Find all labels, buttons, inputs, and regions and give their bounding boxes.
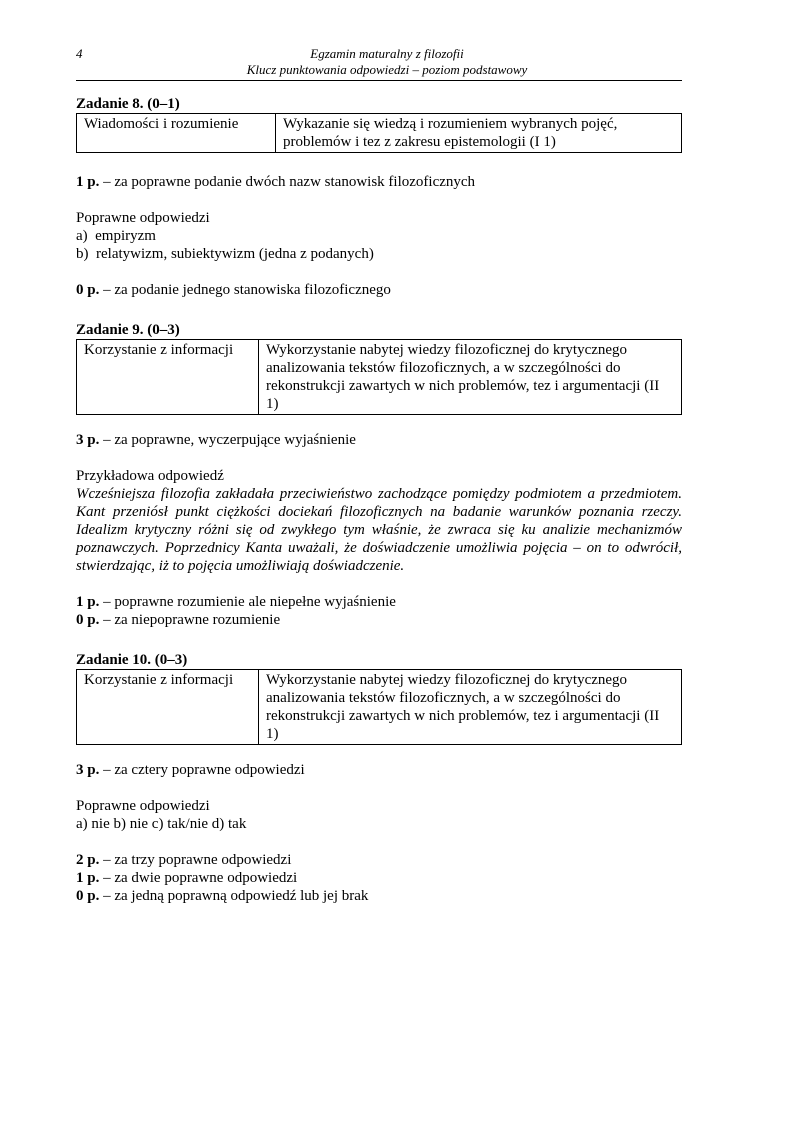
header-line-1: Egzamin maturalny z filozofii [310, 46, 464, 61]
task-9-title: Zadanie 9. (0–3) [76, 322, 180, 338]
task-9-score-1-text: – poprawne rozumienie ale niepełne wyjaśnienie [99, 594, 396, 610]
task-10-score-1 [76, 869, 682, 887]
task-10-requirements-table [76, 669, 682, 745]
task-10-score-0-points: 0 p. [76, 888, 100, 904]
task-8-score-0-points: 0 p. [76, 282, 100, 298]
header-line-2: Klucz punktowania odpowiedzi – poziom podstawowy [246, 62, 528, 77]
task-8-answer-b: b) relatywizm, subiektywizm (jedna z podanych) [76, 246, 374, 262]
task-9-score-3 [76, 431, 682, 449]
task-9-score-0 [76, 611, 682, 629]
task-8-req-desc: Wykazanie się wiedzą i rozumieniem wybranych pojęć, problemów i tez z zakresu epistemologii (I 1) [276, 114, 682, 153]
task-10-req-area: Korzystanie z informacji [77, 670, 259, 745]
task-10-score-2-points: 2 p. [76, 852, 100, 868]
header-titles [76, 46, 682, 78]
task-9-example-answer: Wcześniejsza filozofia zakładała przeciwieństwo zachodzące pomiędzy podmiotem a przedmiotem. Kant przeniósł punkt ciężkości dociekań filozoficznych na badanie warunków poznania rzeczy. Idealizm krytyczny różni się od zwykłego tym właśnie, że zwraca się ku analizie mechanizmów poznawczych. Poprzednicy Kanta uważali, że doświadczenie umożliwia pojęcia – on to odwrócił, stwierdzając, iż to pojęcia umożliwiają doświadczenie. [76, 486, 682, 574]
task-8-score-1 [76, 173, 682, 191]
task-9-score-0-text: – za niepoprawne rozumienie [99, 612, 281, 628]
task-10-req-desc: Wykorzystanie nabytej wiedzy filozoficznej do krytycznego analizowania tekstów filozoficznych, a w szczególności do rekonstrukcji zawartych w nich problemów, tez i argumentacji (II 1) [259, 670, 682, 745]
task-10-score-3 [76, 761, 682, 779]
task-10-score-0 [76, 887, 682, 905]
task-8-answers-heading: Poprawne odpowiedzi [76, 210, 210, 226]
page-number: 4 [76, 46, 83, 61]
task-10-answers-line: a) nie b) nie c) tak/nie d) tak [76, 816, 247, 832]
task-9-score-3-points: 3 p. [76, 432, 100, 448]
task-8-score-0-text: – za podanie jednego stanowiska filozoficznego [99, 282, 391, 298]
task-8-title: Zadanie 8. (0–1) [76, 96, 180, 112]
task-9-score-1-points: 1 p. [76, 594, 100, 610]
task-10-score-2-text: – za trzy poprawne odpowiedzi [99, 852, 292, 868]
task-9-req-area: Korzystanie z informacji [77, 340, 259, 415]
task-10-score-3-text: – za cztery poprawne odpowiedzi [99, 762, 305, 778]
task-8-score-1-points: 1 p. [76, 174, 100, 190]
page-header [76, 46, 682, 81]
task-9-score-3-text: – za poprawne, wyczerpujące wyjaśnienie [99, 432, 356, 448]
task-10-score-3-points: 3 p. [76, 762, 100, 778]
task-9-score-0-points: 0 p. [76, 612, 100, 628]
task-10-score-0-text: – za jedną poprawną odpowiedź lub jej brak [99, 888, 369, 904]
task-8-score-0 [76, 281, 682, 299]
task-9-score-1 [76, 593, 682, 611]
task-8-answer-a: a) empiryzm [76, 228, 156, 244]
task-9-example-heading: Przykładowa odpowiedź [76, 468, 224, 484]
task-10-answers-heading: Poprawne odpowiedzi [76, 798, 210, 814]
task-10-title: Zadanie 10. (0–3) [76, 652, 188, 668]
task-10-score-1-text: – za dwie poprawne odpowiedzi [99, 870, 298, 886]
task-10-score-2 [76, 851, 682, 869]
document-page [76, 46, 682, 905]
task-9-req-desc: Wykorzystanie nabytej wiedzy filozoficznej do krytycznego analizowania tekstów filozoficznych, a w szczególności do rekonstrukcji zawartych w nich problemów, tez i argumentacji (II 1) [259, 340, 682, 415]
task-8-req-area: Wiadomości i rozumienie [77, 114, 276, 153]
task-10-score-1-points: 1 p. [76, 870, 100, 886]
task-8-score-1-text: – za poprawne podanie dwóch nazw stanowisk filozoficznych [99, 174, 476, 190]
task-8-requirements-table [76, 113, 682, 153]
task-9-requirements-table [76, 339, 682, 415]
